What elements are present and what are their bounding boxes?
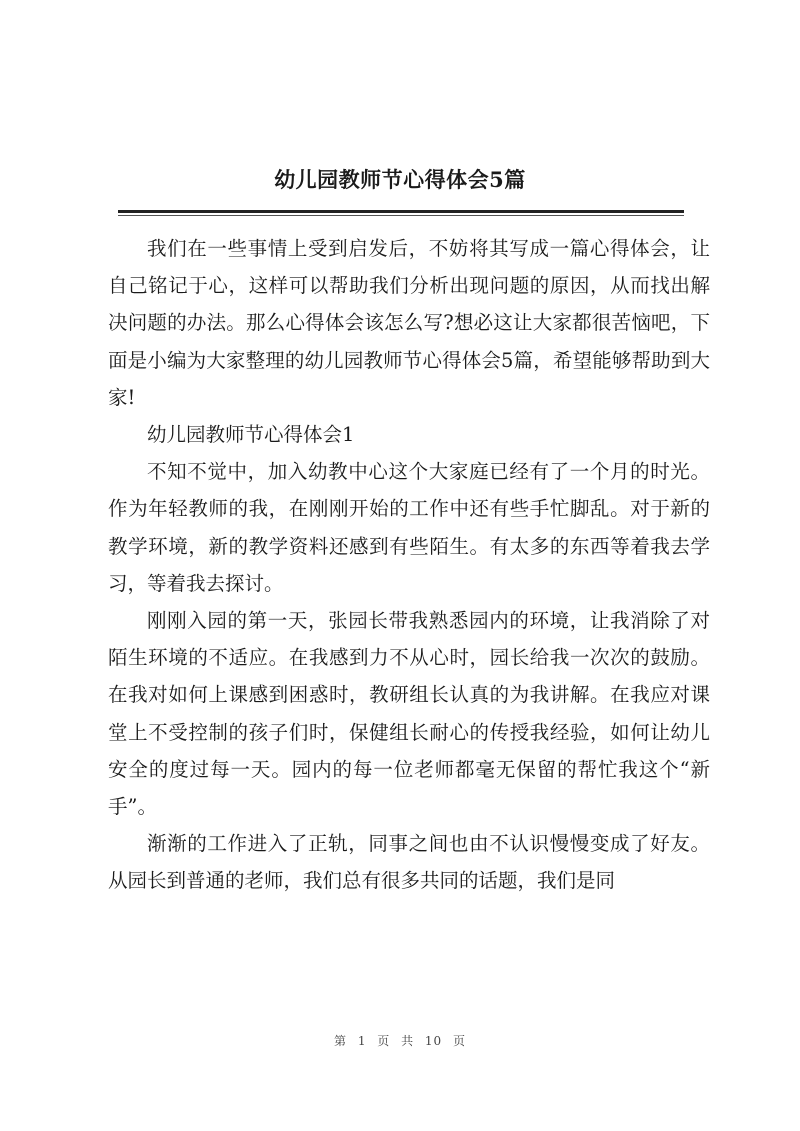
section-heading: 幼儿园教师节心得体会1 (147, 423, 355, 447)
title-divider-thin (118, 215, 684, 216)
intro-paragraph: 我们在一些事情上受到启发后，不妨将其写成一篇心得体会，让自己铭记于心，这样可以帮助我们分析出现问题的原因，从而找出解决问题的办法。那么心得体会该怎么写?想必这让大家都很苦恼吧，下面是小编为大家整理的幼儿园教师节心得体会5篇，希望能够帮助到大家! (108, 237, 710, 409)
body-paragraph: 渐渐的工作进入了正轨，同事之间也由不认识慢慢变成了好友。从园长到普通的老师，我们总有很多共同的话题，我们是同 (108, 832, 710, 893)
title-divider-thick (118, 210, 684, 213)
page-title: 幼儿园教师节心得体会5篇 (274, 167, 526, 192)
document-body (108, 230, 710, 900)
body-paragraph: 刚刚入园的第一天，张园长带我熟悉园内的环境，让我消除了对陌生环境的不适应。在我感到力不从心时，园长给我一次次的鼓励。在我对如何上课感到困惑时，教研组长认真的为我讲解。在我应对课堂上不受控制的孩子们时，保健组长耐心的传授我经验，如何让幼儿安全的度过每一天。园内的每一位老师都毫无保留的帮忙我这个“新手”。 (108, 609, 710, 819)
page-footer: 第 1 页 共 10 页 (334, 1034, 466, 1048)
body-paragraph: 不知不觉中，加入幼教中心这个大家庭已经有了一个月的时光。作为年轻教师的我，在刚刚开始的工作中还有些手忙脚乱。对于新的教学环境，新的教学资料还感到有些陌生。有太多的东西等着我去学习，等着我去探讨。 (108, 460, 710, 595)
